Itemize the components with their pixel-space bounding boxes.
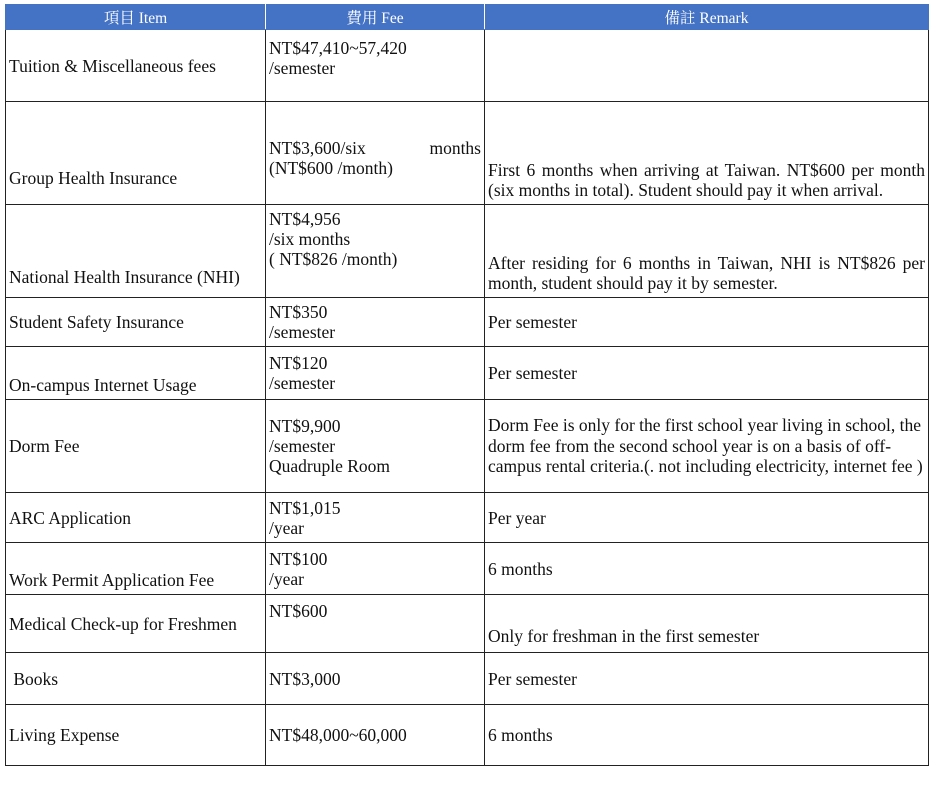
table-row (6, 493, 929, 543)
table-header-row (6, 5, 929, 30)
item-cell: On-campus Internet Usage (6, 347, 266, 400)
table-row (6, 705, 929, 766)
remark-cell: Per semester (485, 347, 929, 400)
table-row (6, 30, 929, 102)
remark-cell: First 6 months when arriving at Taiwan. NT$600 per month (six months in total). Student should pay it when arrival. (485, 102, 929, 205)
fee-cell (266, 298, 485, 347)
fee-line: /semester (269, 436, 336, 456)
remark-cell: Only for freshman in the first semester (485, 595, 929, 653)
item-cell: Work Permit Application Fee (6, 543, 266, 595)
table-row (6, 347, 929, 400)
fee-line: NT$9,900 (269, 416, 341, 436)
item-cell: ARC Application (6, 493, 266, 543)
fee-cell (266, 595, 485, 653)
item-cell: Books (6, 653, 266, 705)
fee-line: /year (269, 568, 304, 589)
item-cell: Group Health Insurance (6, 102, 266, 205)
item-cell: Tuition & Miscellaneous fees (6, 30, 266, 102)
fee-line: NT$47,410~57,420 (269, 38, 407, 58)
item-cell: Medical Check-up for Freshmen (6, 595, 266, 653)
fee-line: NT$3,600/six months (269, 138, 481, 158)
remark-cell: 6 months (485, 543, 929, 595)
header-fee: 費用 Fee (266, 5, 485, 30)
fee-line: /semester (269, 322, 336, 342)
remark-cell: Per semester (485, 298, 929, 347)
table-row (6, 653, 929, 705)
remark-cell: After residing for 6 months in Taiwan, NHI is NT$826 per month, student should pay it by semester. (485, 205, 929, 298)
fee-cell (266, 400, 485, 493)
item-cell: Living Expense (6, 705, 266, 766)
header-item: 項目 Item (6, 5, 266, 30)
fee-cell (266, 543, 485, 595)
table-row (6, 205, 929, 298)
remark-cell: Per year (485, 493, 929, 543)
fee-table (5, 4, 929, 766)
fee-line: /semester (269, 373, 336, 393)
fee-line: NT$350 (269, 302, 328, 322)
fee-line: (NT$600 /month) (269, 158, 393, 178)
item-cell: Student Safety Insurance (6, 298, 266, 347)
fee-line: /year (269, 517, 304, 538)
fee-line: ( NT$826 /month) (269, 249, 398, 269)
fee-line: NT$120 (269, 353, 328, 373)
table-row (6, 298, 929, 347)
item-cell: National Health Insurance (NHI) (6, 205, 266, 298)
remark-cell (485, 30, 929, 102)
fee-line: NT$100 (269, 548, 328, 569)
item-cell: Dorm Fee (6, 400, 266, 493)
fee-cell (266, 493, 485, 543)
fee-cell (266, 347, 485, 400)
remark-cell: Dorm Fee is only for the first school year living in school, the dorm fee from the second school year is on a basis of off-campus rental criteria.(. not including electricity, internet fee ) (485, 400, 929, 493)
table-row (6, 595, 929, 653)
fee-line: NT$48,000~60,000 (269, 725, 407, 745)
fee-line: /semester (269, 58, 336, 78)
table-row (6, 400, 929, 493)
fee-line: NT$600 (269, 601, 328, 621)
fee-cell (266, 30, 485, 102)
fee-cell (266, 705, 485, 766)
remark-cell: Per semester (485, 653, 929, 705)
fee-line: NT$4,956 (269, 209, 341, 229)
remark-cell: 6 months (485, 705, 929, 766)
table-row (6, 543, 929, 595)
header-remark: 備註 Remark (485, 5, 929, 30)
fee-cell (266, 102, 485, 205)
fee-line: NT$1,015 (269, 497, 341, 518)
table-row (6, 102, 929, 205)
fee-cell (266, 205, 485, 298)
fee-line: Quadruple Room (269, 456, 391, 476)
fee-cell (266, 653, 485, 705)
fee-line: NT$3,000 (269, 668, 341, 689)
fee-line: /six months (269, 229, 351, 249)
